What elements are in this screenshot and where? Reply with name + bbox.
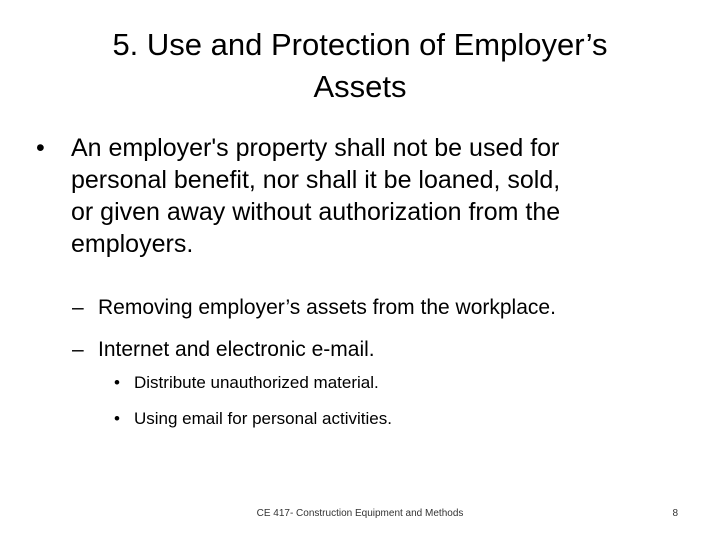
- bullet-icon: •: [114, 409, 120, 428]
- main-bullet-line-4: employers.: [71, 230, 194, 258]
- main-bullet-line-1: An employer's property shall not be used for: [71, 134, 560, 162]
- footer-page-number: 8: [672, 508, 678, 519]
- main-bullet-line-3: or given away without authorization from the: [71, 198, 561, 226]
- bullet-icon: •: [36, 134, 45, 162]
- slide-title: [40, 24, 680, 108]
- main-bullet: [36, 132, 676, 260]
- sub-sub-bullet-distribute: [114, 372, 694, 394]
- slide-title-line-2: Assets: [313, 69, 407, 104]
- sub-bullet-text: Internet and electronic e-mail.: [98, 338, 375, 361]
- slide-title-line-1: 5. Use and Protection of Employer’s: [112, 27, 608, 62]
- sub-sub-bullet-text: Using email for personal activities.: [134, 409, 392, 428]
- sub-bullet-removing-assets: [72, 294, 692, 322]
- sub-sub-bullet-email-personal: [114, 408, 694, 430]
- main-bullet-text: [71, 132, 676, 260]
- sub-bullet-text: Removing employer’s assets from the workplace.: [98, 296, 556, 319]
- footer-course: CE 417- Construction Equipment and Methods: [256, 508, 464, 519]
- dash-icon: –: [72, 338, 84, 361]
- dash-icon: –: [72, 296, 84, 319]
- bullet-icon: •: [114, 373, 120, 392]
- sub-bullet-internet-email: [72, 336, 692, 364]
- main-bullet-line-2: personal benefit, nor shall it be loaned, sold,: [71, 166, 561, 194]
- sub-sub-bullet-text: Distribute unauthorized material.: [134, 373, 379, 392]
